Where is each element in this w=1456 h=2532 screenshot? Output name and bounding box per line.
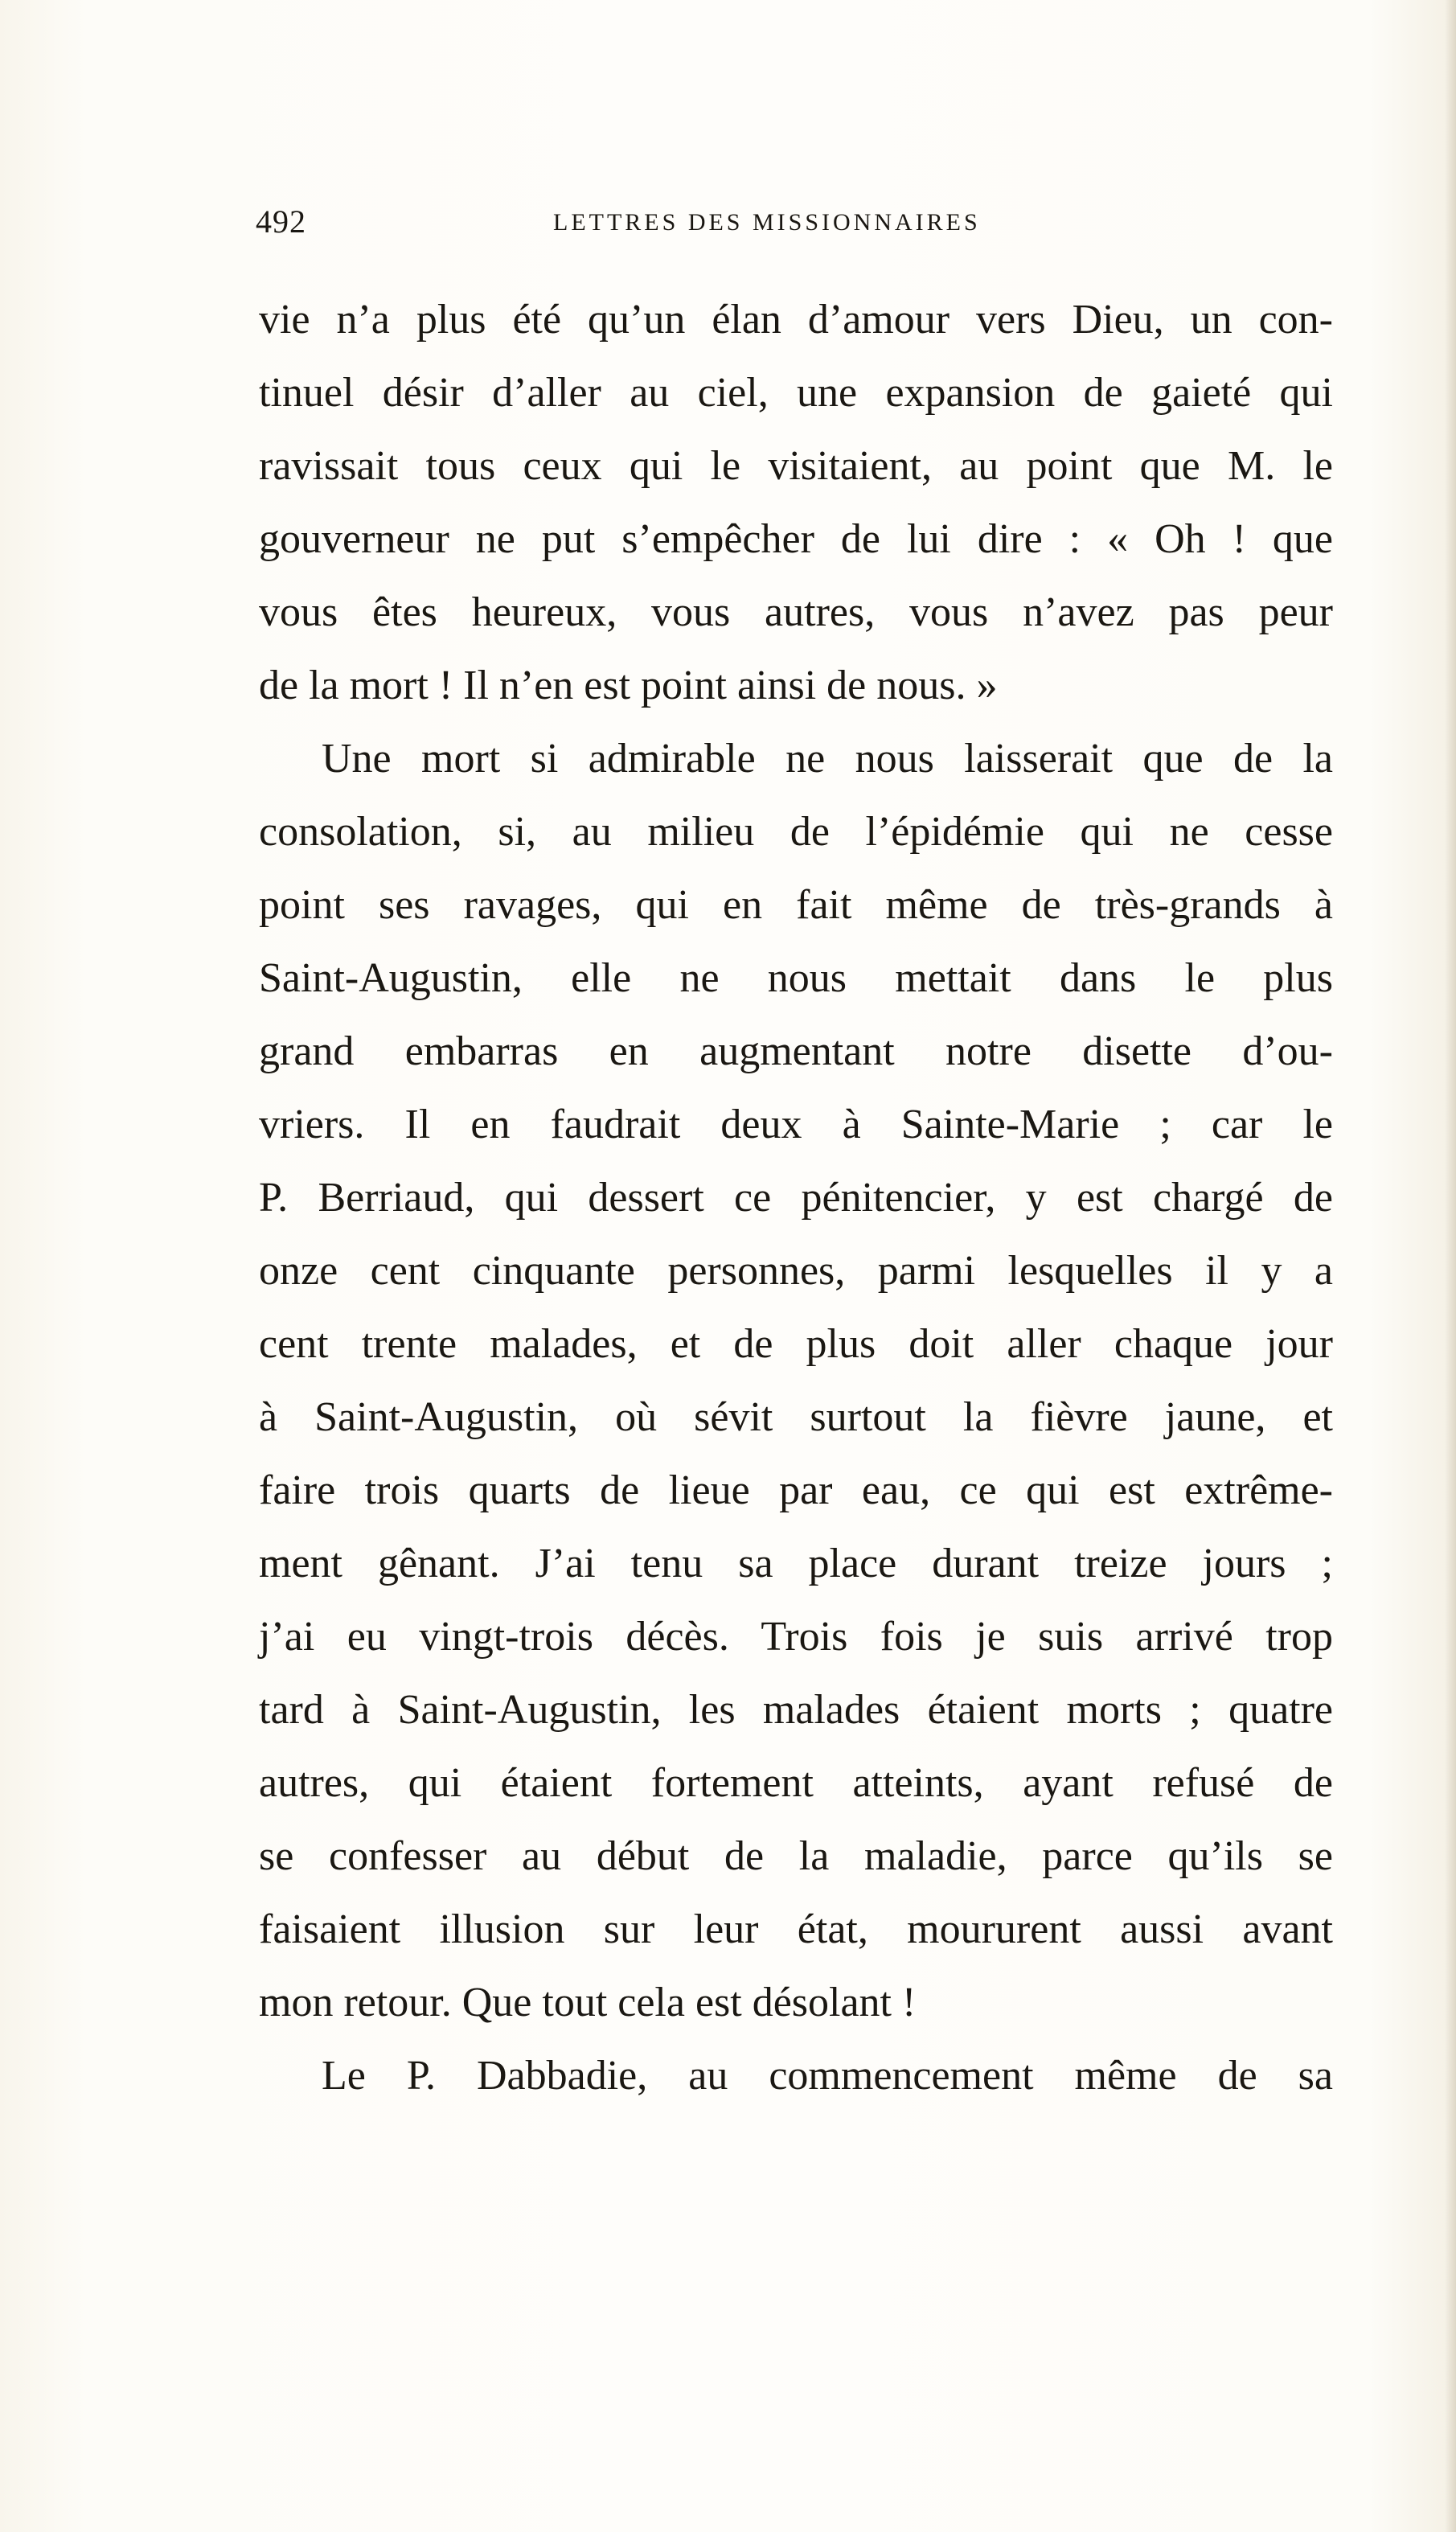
text-line: à Saint-Augustin, où sévit surtout la fièvre jaune, et [259,1394,1333,1440]
text-line: se confesser au début de la maladie, parce qu’ils se [259,1833,1333,1879]
text-line: tinuel désir d’aller au ciel, une expansion de gaieté qui [259,370,1333,416]
text-line: cent trente malades, et de plus doit aller chaque jour [259,1321,1333,1367]
running-header [256,203,1333,251]
text-line: ment gênant. J’ai tenu sa place durant treize jours ; [259,1541,1333,1586]
text-line: autres, qui étaient fortement atteints, ayant refusé de [259,1760,1333,1806]
text-line: P. Berriaud, qui dessert ce pénitencier, y est chargé de [259,1175,1333,1221]
text-line: point ses ravages, qui en fait même de très-grands à [259,882,1333,928]
text-line: mon retour. Que tout cela est désolant ! [259,1980,917,2025]
text-line: de la mort ! Il n’en est point ainsi de nous. » [259,663,998,708]
text-line: Saint-Augustin, elle ne nous mettait dans le plus [259,955,1333,1001]
paragraph-start-line: Le P. Dabbadie, au commencement même de sa [322,2053,1333,2099]
text-line: ravissait tous ceux qui le visitaient, au point que M. le [259,443,1333,489]
text-line: vriers. Il en faudrait deux à Sainte-Marie ; car le [259,1102,1333,1147]
text-line: consolation, si, au milieu de l’épidémie qui ne cesse [259,809,1333,855]
page-number: 492 [256,203,306,240]
text-line: tard à Saint-Augustin, les malades étaient morts ; quatre [259,1687,1333,1733]
text-line: grand embarras en augmentant notre disette d’ou- [259,1028,1333,1074]
text-line: onze cent cinquante personnes, parmi lesquelles il y a [259,1248,1333,1294]
text-line: gouverneur ne put s’empêcher de lui dire : « Oh ! que [259,516,1333,562]
text-line: faisaient illusion sur leur état, moururent aussi avant [259,1906,1333,1952]
text-line: faire trois quarts de lieue par eau, ce qui est extrême- [259,1467,1333,1513]
text-line: vie n’a plus été qu’un élan d’amour vers Dieu, un con- [259,297,1333,343]
page-edge-shadow [1445,0,1456,2532]
paragraph-start-line: Une mort si admirable ne nous laisserait que de la [322,736,1333,782]
running-title: LETTRES DES MISSIONNAIRES [553,209,981,236]
text-line: j’ai eu vingt-trois décès. Trois fois je suis arrivé trop [259,1614,1333,1660]
body-text [259,283,1333,2112]
text-line: vous êtes heureux, vous autres, vous n’avez pas peur [259,589,1333,635]
